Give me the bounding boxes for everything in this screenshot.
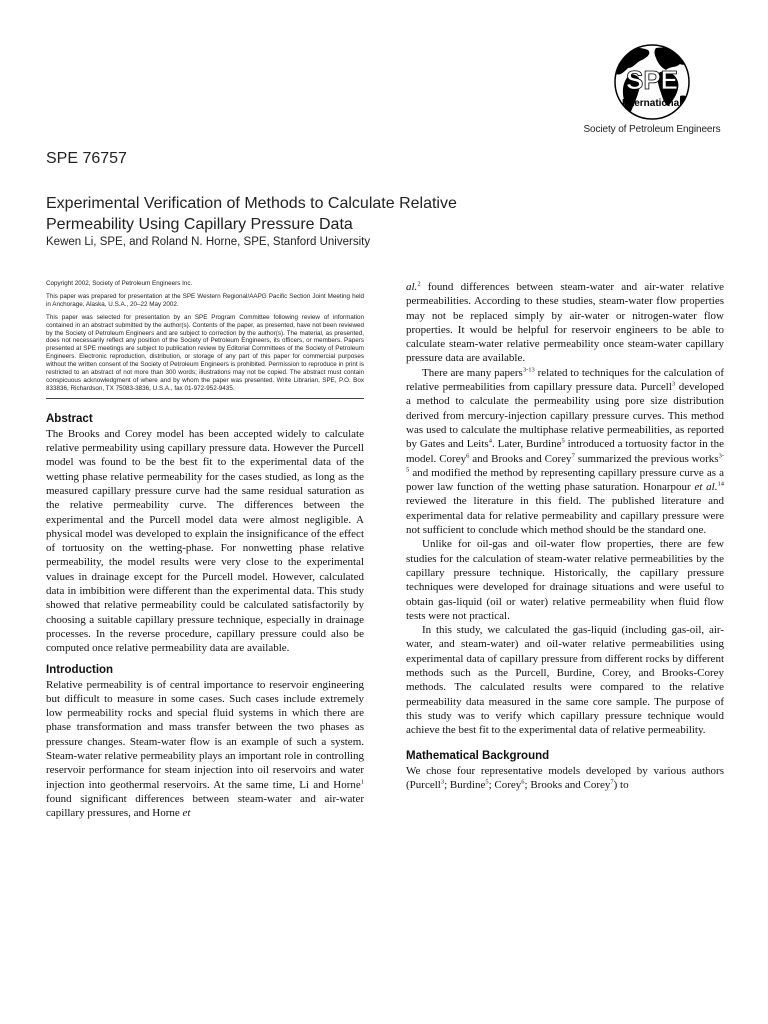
citation: 7	[571, 451, 575, 459]
citation: 3-5	[406, 451, 724, 474]
paper-title-line2: Permeability Using Capillary Pressure Data	[46, 216, 353, 233]
copyright-line: Copyright 2002, Society of Petroleum Engineers Inc.	[46, 280, 193, 287]
study-scope-paragraph: In this study, we calculated the gas-liquid (including gas-oil, air-water, and steam-water) and oil-water relative permeabilities using experimental data of capillary pressure from different rocks by different methods such as the Purcell, Burdine, Corey, and Brooks-Corey methods. The calculated results were compared to the relative permeability data measured in the same core sample. The purpose of this study was to verify which capillary pressure technique would achieve the best fit to the experimental data of relative permeability.	[406, 624, 724, 737]
paper-authors: Kewen Li, SPE, and Roland N. Horne, SPE, Stanford University	[46, 236, 371, 248]
spe-logo	[572, 44, 732, 144]
paper-number: SPE 76757	[46, 150, 127, 167]
citation: 3	[440, 778, 445, 786]
citation: 1	[360, 777, 364, 785]
logo-international-text: International	[621, 98, 683, 109]
introduction-text: Relative permeability is of central importance to reservoir engineering but difficult to measure in some cases. Such cases include extremely low permeability rocks and special fluid systems in which there are phase transformation and mass transfer between the two phases as pressure changes. Steam-water flow is an example of such a system. Steam-water relative permeability plays an important role in controlling reservoir performance for steam injection into oil reservoirs and water injection into geothermal reservoirs. At the same time, Li and Horne$^1$ found significant differences between steam-water and air-water capillary pressures, and Horne et	[46, 678, 364, 820]
citation: 7	[610, 778, 614, 786]
math-background-text: We chose four representative models developed by various authors (Purcell$^3$; Burdine$^5$; Corey$^6$; Brooks and Corey$^7$) to	[406, 764, 724, 791]
introduction-heading: Introduction	[46, 663, 114, 676]
presentation-note: This paper was prepared for presentation at the SPE Western Regional/AAPG Pacific Section Joint Meeting held in Anchorage, Alaska, U.S.A., 20–22 May 2002.	[46, 292, 364, 308]
citation: 14	[717, 480, 724, 488]
citation: 3	[671, 380, 676, 388]
citation: 4	[488, 437, 492, 445]
globe-icon	[572, 44, 732, 126]
logo-spe-text: SPE	[625, 65, 679, 95]
copyright-notice	[46, 280, 364, 393]
citation: 6	[521, 778, 525, 786]
paper-title-line1: Experimental Verification of Methods to Calculate Relative	[46, 195, 457, 212]
citation: 5	[561, 437, 565, 445]
intro-continued-paragraph: al.$^2$ found differences between steam-water and air-water relative permeabilities. According to these studies, steam-water flow properties may not be replaced simply by air-water or nitrogen-water flow properties. It would be helpful for reservoir engineers to be able to calculate steam-water relative permeability once steam-water capillary pressure data are available.	[406, 280, 724, 365]
literature-paragraph: There are many papers$^{3-13}$ related to techniques for the calculation of relative permeabilities from capillary pressure data. Purcell$^3$ developed a method to calculate the permeability using pore size distribution derived from mercury-injection capillary pressure curves. This method was used to calculate the multiphase relative permeabilities, as reported by Gates and Leits$^4$. Later, Burdine$^5$ introduced a tortuosity factor in the model. Corey$^6$ and Brooks and Corey$^7$ summarized the previous works$^{3-5}$ and modified the method by representing capillary pressure curve as a power law function of the wetting phase saturation. Honarpour et al.$^{14}$ reviewed the literature in this field. The published literature and experimental data for relative permeability and capillary pressure were not sufficient to conclude which method should be the standard one.	[406, 366, 725, 537]
right-column	[406, 280, 724, 792]
abstract-heading: Abstract	[46, 412, 93, 425]
steam-water-paragraph: Unlike for oil-gas and oil-water flow properties, there are few studies for the calculation of steam-water relative permeabilities by the capillary pressure technique. Historically, the capillary pressure techniques were developed for drainage situations and were useful to obtain gas-liquid (oil or water) relative permeability when fluid flow tests were not practical.	[406, 538, 724, 622]
citation: 3-13	[522, 366, 535, 374]
abstract-text: The Brooks and Corey model has been accepted widely to calculate relative permeability using capillary pressure data. However the Purcell model was found to be the best fit to the experimental data of the wetting phase relative permeability for the cases studied, as long as the measured capillary pressure curve had the same residual saturation as the relative permeability curve. The differences between the experimental and the Purcell model data were almost negligible. A physical model was developed to explain the insignificance of the effect of tortuosity on the wetting-phase. For nonwetting phase relative permeability, the model results were very close to the experimental values in drainage except for the Purcell model. However, calculated data in imbibition were different than the experimental data. This study showed that relative permeability could be calculated satisfactorily by choosing a suitable capillary pressure technique, especially in drainage processes. In the reverse procedure, capillary pressure could also be computed once relative permeability data are available.	[46, 427, 364, 655]
citation: 2	[417, 280, 421, 288]
citation: 6	[466, 451, 470, 459]
review-disclaimer: This paper was selected for presentation by an SPE Program Committee following review of information contained in an abstract submitted by the author(s). Contents of the paper, as presented, have not been reviewed by the Society of Petroleum Engineers and are subject to correction by the author(s). The material, as presented, does not necessarily reflect any position of the Society of Petroleum Engineers, its officers, or members. Papers presented at SPE meetings are subject to publication review by Editorial Committees of the Society of Petroleum Engineers. Electronic reproduction, distribution, or storage of any part of this paper for commercial purposes without the written consent of the Society of Petroleum Engineers is prohibited. Permission to reproduce in print is restricted to an abstract of not more than 300 words; illustrations may not be copied. The abstract must contain conspicuous acknowledgment of where and by whom the paper was presented. Write Librarian, SPE, P.O. Box 833836, Richardson, TX 75083-3836, U.S.A., fax 01-972-952-9435.	[46, 313, 364, 392]
left-column	[46, 280, 364, 821]
math-background-heading: Mathematical Background	[406, 749, 550, 762]
citation: 5	[485, 778, 489, 786]
paper-title	[46, 193, 566, 235]
logo-caption: Society of Petroleum Engineers	[583, 124, 721, 135]
divider	[46, 398, 364, 399]
